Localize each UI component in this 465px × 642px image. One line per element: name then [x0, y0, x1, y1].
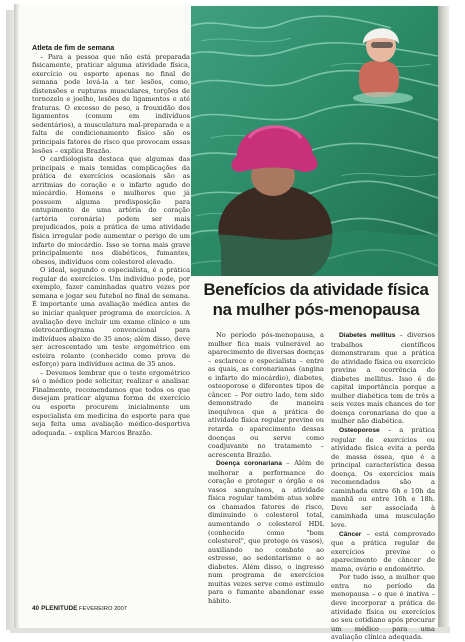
column-2	[208, 331, 324, 606]
subheading-diabetes: Diabetes mellitus	[339, 332, 396, 339]
article-title-line2: na mulher pós-menopausa	[212, 300, 420, 319]
magazine-name: PLENITUDE	[41, 605, 78, 612]
paragraph: Por tudo isso, a mulher que entra no período da menopausa – e que é inativa – deve incorporar a prática de atividade física ou exercícios ao seu cotidiano após procurar um médico para uma avaliação clínica adequada.	[331, 573, 435, 642]
page-number: 40	[32, 605, 40, 612]
page-binding	[14, 4, 19, 628]
paragraph: No período pós-menopausa, a mulher fica mais vulnerável ao aparecimento de diversas doenças – esclarece o especialista – entre as quais, as coronarianas (angina e infarto do miocárdio), diabetes, osteoporose e diferentes tipos de câncer. – Por outro lado, tem sido demonstrado de maneira inequívoca que a prática de atividade física regular previne ou retarda o aparecimento dessas doenças ou serve como coadjuvante no tratamento – acrescenta Brazão.	[208, 331, 324, 459]
paragraph-osteoporosis: Osteoporose – a prática regular de exercícios ou atividade física evita a perda de massa óssea, que é a principal característica dessa doença. Os exercícios mais recomendados são a caminhada entre 6h e 10h da manhã ou entre 16h e 18h. Deve ser associada à caminhada uma musculação leve.	[331, 426, 435, 530]
article-title	[194, 280, 438, 320]
pool-illustration	[191, 6, 438, 276]
paragraph: O cardiologista destaca que algumas das principais e mais temidas complicações da prática de exercícios ocasionais são as arritmias do coração e o infarto agudo do miocárdio. Homens e mulheres que já possuem alguma predisposição para entupimento de uma artéria do coração (artéria coronária) podem ser mais prejudicados, pois a prática de uma atividade física irregular pode aumentar o perigo de um infarto do miocárdio. Isso se torna mais grave principalmente nos diabéticos, fumantes, obesos, indivíduos com colesterol elevado.	[32, 155, 190, 266]
column-1	[32, 44, 190, 437]
page-footer	[32, 605, 127, 612]
paragraph-cancer: Câncer – está comprovado que a prática regular de exercícios previne o aparecimento de câncer de mama, ovário e endométrio.	[331, 529, 435, 573]
section-heading-weekend-athlete: Atleta de fim de semana	[32, 43, 115, 52]
paragraph: – Para a pessoa que não está preparada fisicamente, praticar alguma atividade física, exercício ou esporte apenas no final de semana pode levá-la a ter lesões, como, distensões e rupturas musculares, torções de tornozelo e joelho, lesões de ligamentos e até fraturas. O excesso de peso, a frouxidão dos ligamentos (comum em indivíduos sedentários), a musculatura mal-preparada e a falta de condicionamento físico são os principais fatores de risco que provocam essas lesões – explica Brazão.	[32, 52, 190, 155]
subheading-cancer: Câncer	[339, 530, 362, 538]
issue-date: FEVEREIRO 2007	[78, 606, 127, 612]
magazine-edge-right	[437, 6, 449, 630]
subheading-coronary: Doença coronariana	[216, 460, 282, 468]
paragraph-diabetes: Diabetes mellitus – diversos trabalhos científicos demonstraram que a prática de atividade física ou exercício previne a ocorrência do diabetes mellitus. Isso é de capital importância porque a mulher diabética tem de três a seis vezes mais chances de ter doença coronariana do que a mulher não diabética.	[331, 331, 435, 426]
pool-photo	[191, 6, 438, 276]
subheading-osteoporosis: Osteoporose	[339, 427, 380, 435]
magazine-page	[14, 4, 438, 642]
column-3	[331, 331, 435, 642]
article-title-line1: Benefícios da atividade física	[203, 280, 429, 299]
paragraph: O ideal, segundo o especialista, é a prática regular de exercícios. Um indivíduo pode, por exemplo, fazer caminhadas quatro vezes por semana e jogar seu futebol no final de semana. É importante uma avaliação médica antes de se iniciar qualquer programa de exercícios. A avaliação deve incluir um exame clínico e um eletrocardiograma convencional para indivíduos abaixo de 35 anos; além disso, deve ser acrescentado um teste ergométrico em esteira rolante (conhecido como prova de esforço) para indivíduos acima de 35 anos.	[32, 266, 190, 369]
paragraph: – Devemos lembrar que o teste ergométrico só o médico pode solicitar, realizar e analisar. Finalmente, recomendamos que todos os que desejam praticar alguma forma de exercício ou esporte procurem inicialmente um especialista em medicina do esporte para que seja feita uma avaliação médico-desportiva adequada. – explica Marcos Brazão.	[32, 368, 190, 437]
paragraph-coronary: Doença coronariana – Além de melhorar a performance do coração e proteger o órgão e os vasos sanguíneos, a atividade física regular também atua sobre os chamados fatores de risco, diminuindo o colesterol total, aumentando o colesterol HDL (conhecido como "bom colesterol", que protege os vasos), auxiliando no combate ao estresse, ao sedentarismo e ao diabetes. Além disso, o ingresso num programa de exercícios muitas vezes serve como estímulo para o fumante abandonar esse hábito.	[208, 459, 324, 605]
